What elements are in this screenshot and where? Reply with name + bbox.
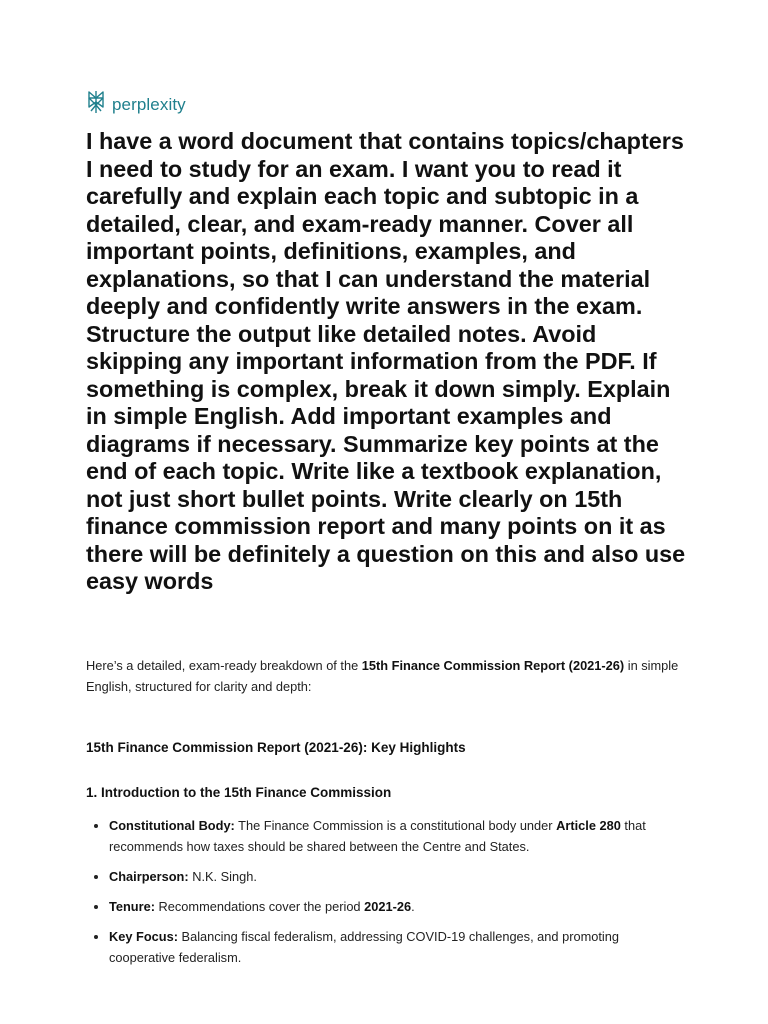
perplexity-logo-icon (86, 90, 106, 119)
answer-intro: Here’s a detailed, exam-ready breakdown of the 15th Finance Commission Report (2021-26) in simple English, structured for clarity and depth: (86, 658, 679, 694)
section-heading: 1. Introduction to the 15th Finance Commission (86, 785, 392, 800)
answer-body (86, 655, 686, 977)
brand-name: perplexity (112, 94, 186, 114)
list-item: • Chairperson: N.K. Singh. (109, 866, 686, 887)
list-item: • Key Focus: Balancing fiscal federalism, addressing COVID-19 challenges, and promoting cooperative federalism. (109, 926, 686, 968)
answer-main-heading: 15th Finance Commission Report (2021-26): Key Highlights (86, 740, 466, 755)
list-item: • Tenure: Recommendations cover the period 2021-26. (109, 896, 686, 917)
list-item: • Constitutional Body: The Finance Commission is a constitutional body under Article 280 that recommends how taxes should be shared between the Centre and States. (109, 815, 686, 857)
brand-logo (86, 90, 186, 119)
key-points-list (86, 815, 686, 968)
user-question: I have a word document that contains topics/chapters I need to study for an exam. I want you to read it carefully and explain each topic and subtopic in a detailed, clear, and exam-ready manner. Cover all important points, definitions, examples, and explanations, so that I can understand the material deeply and confidently write answers in the exam. Structure the output like detailed notes. Avoid skipping any important information from the PDF. If something is complex, break it down simply. Explain in simple English. Add important examples and diagrams if necessary. Summarize key points at the end of each topic. Write like a textbook explanation, not just short bullet points. Write clearly on 15th finance commission report and many points on it as there will be definitely a question on this and also use easy words (86, 128, 686, 594)
